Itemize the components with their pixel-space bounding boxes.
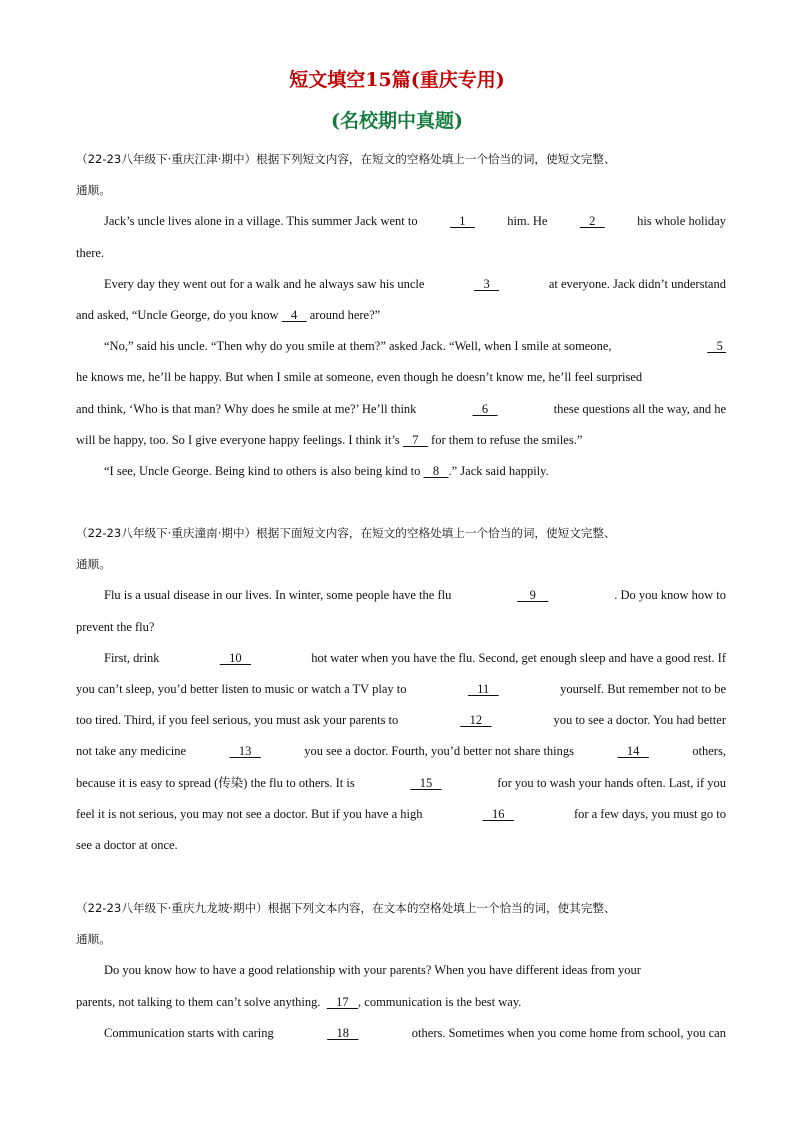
blank-7[interactable]: 7 (402, 432, 428, 447)
blank-15[interactable]: 15 (410, 775, 442, 790)
passage-line: Communication starts with caring 18 others. Sometimes when you come home from school, you can (76, 1018, 726, 1049)
blank-9[interactable]: 9 (517, 588, 549, 603)
passage-line: will be happy, too. So I give everyone happy feelings. I think it’s 7 for them to refuse the smiles.” (76, 425, 726, 456)
passage-line: too tired. Third, if you feel serious, you must ask your parents to 12 you to see a doctor. You had better (76, 705, 726, 736)
passage-line: and think, ‘Who is that man? Why does he smile at me?’ He’ll think 6 these questions all the way, and he (76, 394, 726, 425)
page-title: 短文填空15篇(重庆专用) (289, 69, 505, 91)
passage-instruction: （22-23八年级下·重庆江津·期中）根据下列短文内容，在短文的空格处填上一个恰当的词，使短文完整、 (76, 152, 616, 166)
blank-13[interactable]: 13 (229, 744, 261, 759)
passage-line: Every day they went out for a walk and he always saw his uncle 3 at everyone. Jack didn’t understand (76, 269, 726, 300)
passage-line: because it is easy to spread (传染) the flu to others. It is 15 for you to wash your hands often. Last, if you (76, 768, 726, 799)
blank-14[interactable]: 14 (617, 744, 649, 759)
passage-line: parents, not talking to them can’t solve anything. 17 , communication is the best way. (76, 987, 726, 1018)
blank-12[interactable]: 12 (460, 713, 492, 728)
page-subtitle: (名校期中真题) (331, 110, 463, 132)
passage-line: “I see, Uncle George. Being kind to others is also being kind to 8 .” Jack said happily. (76, 456, 726, 487)
blank-6[interactable]: 6 (472, 401, 498, 416)
passage-2 (76, 518, 726, 861)
passage-instruction-cont: 通顺。 (76, 932, 111, 947)
blank-1[interactable]: 1 (449, 214, 475, 229)
passage-line: not take any medicine 13 you see a doctor. Fourth, you’d better not share things 14 others, (76, 736, 726, 767)
passage-line: he knows me, he’ll be happy. But when I smile at someone, even though he doesn’t know me, he’ll feel surprised (76, 370, 643, 385)
passage-line: “No,” said his uncle. “Then why do you smile at them?” asked Jack. “Well, when I smile at someone, 5 (76, 331, 726, 362)
passage-3 (76, 893, 726, 1049)
passage-line: First, drink 10 hot water when you have the flu. Second, get enough sleep and have a good rest. If (76, 643, 726, 674)
blank-2[interactable]: 2 (579, 214, 605, 229)
passage-line: and asked, “Uncle George, do you know 4 around here?” (76, 300, 726, 331)
passage-line: see a doctor at once. (76, 837, 178, 852)
blank-5[interactable]: 5 (707, 339, 726, 354)
passage-line: you can’t sleep, you’d better listen to music or watch a TV play to 11 yourself. But remember not to be (76, 674, 726, 705)
passage-1 (76, 144, 726, 487)
blank-16[interactable]: 16 (482, 806, 514, 821)
passage-line: prevent the flu? (76, 619, 155, 634)
passage-instruction: （22-23八年级下·重庆潼南·期中）根据下面短文内容，在短文的空格处填上一个恰当的词，使短文完整、 (76, 526, 616, 540)
passage-line: Do you know how to have a good relationship with your parents? When you have different ideas from your (104, 963, 641, 978)
passage-line: Flu is a usual disease in our lives. In winter, some people have the flu 9 . Do you know how to (76, 580, 726, 611)
blank-11[interactable]: 11 (467, 681, 499, 696)
blank-3[interactable]: 3 (474, 276, 500, 291)
passage-instruction-cont: 通顺。 (76, 183, 111, 198)
blank-18[interactable]: 18 (327, 1025, 359, 1040)
blank-10[interactable]: 10 (219, 650, 251, 665)
passage-line: Jack’s uncle lives alone in a village. This summer Jack went to 1 him. He 2 his whole holiday (76, 206, 726, 237)
blank-17[interactable]: 17 (326, 994, 359, 1009)
passage-instruction: （22-23八年级下·重庆九龙坡·期中）根据下列文本内容，在文本的空格处填上一个恰当的词，使其完整、 (76, 901, 616, 915)
passage-instruction-cont: 通顺。 (76, 557, 111, 572)
passage-line: there. (76, 245, 105, 260)
blank-8[interactable]: 8 (423, 463, 449, 478)
passage-line: feel it is not serious, you may not see a doctor. But if you have a high 16 for a few days, you must go to (76, 799, 726, 830)
blank-4[interactable]: 4 (281, 307, 307, 322)
